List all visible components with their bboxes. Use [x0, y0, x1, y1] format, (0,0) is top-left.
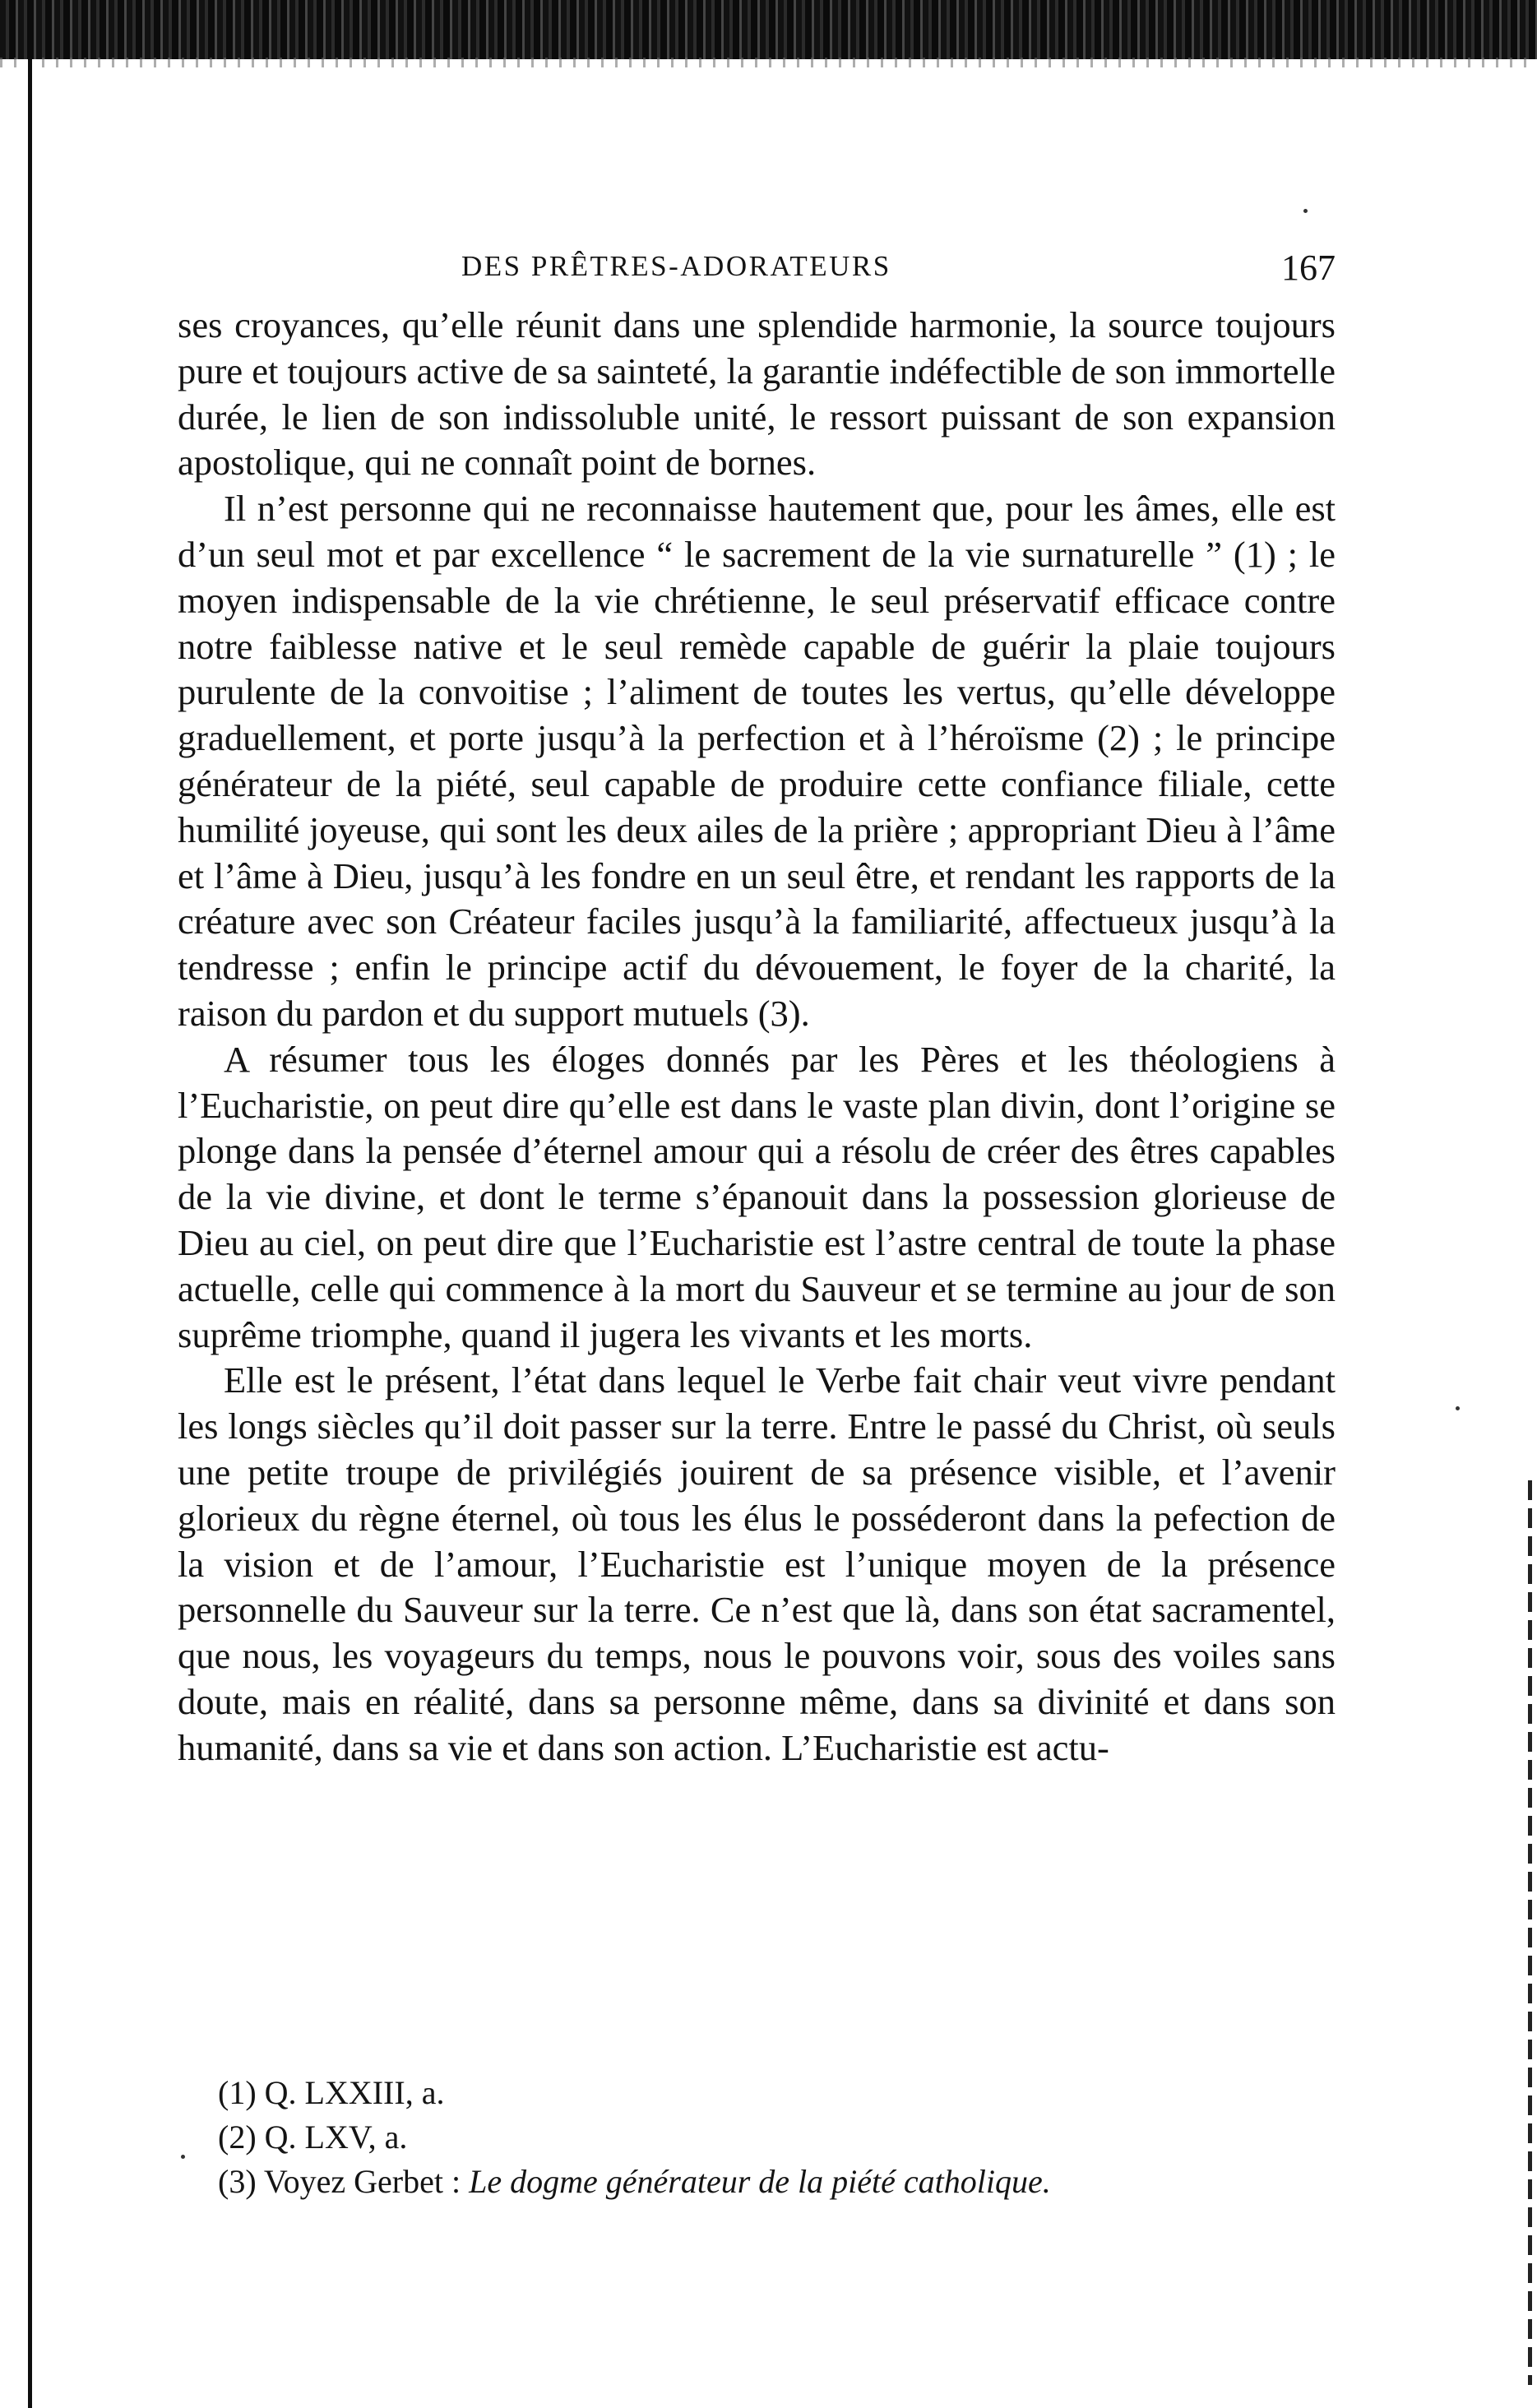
scan-speck — [1456, 1406, 1460, 1410]
footnote-text: (1) Q. LXXIII, a. — [218, 2074, 445, 2111]
footnote-text: (2) Q. LXV, a. — [218, 2119, 408, 2156]
scan-speck — [181, 2155, 185, 2159]
scan-left-edge — [28, 58, 32, 2408]
footnote-book-title: Le dogme générateur de la piété catholique. — [469, 2163, 1051, 2200]
footnote — [218, 2160, 1353, 2204]
page-header — [178, 247, 1336, 296]
paragraph: ses croyances, qu’elle réunit dans une splendide harmonie, la source toujours pure et toujours active de sa sainteté, la garantie indéfectible de son immortelle durée, le lien de son indissoluble unité, le ressort puissant de son expansion apostolique, qui ne connaît point de bornes. — [178, 304, 1336, 484]
footnote — [218, 2115, 1353, 2160]
page-number: 167 — [1281, 248, 1336, 288]
footnote-text: (3) Voyez Gerbet : — [218, 2163, 470, 2200]
paragraph: A résumer tous les éloges donnés par les Pères et les théologiens à l’Eucharistie, on peut dire qu’elle est dans le vaste plan divin, dont l’origine se plonge dans la pensée d’éternel amour qui a résolu de créer des êtres capables de la vie divine, et dont le terme s’épanouit dans la possession glorieuse de Dieu au ciel, on peut dire que l’Eucharistie est l’astre central de toute la phase actuelle, celle qui commence à la mort du Sauveur et se termine au jour de son suprême triomphe, quand il jugera les vivants et les morts. — [178, 1038, 1336, 1355]
footnotes — [218, 2071, 1353, 2204]
scan-right-edge — [1528, 1480, 1532, 2385]
body-text — [178, 303, 1336, 1771]
scan-top-edge — [0, 0, 1537, 59]
scan-speck — [1303, 209, 1308, 213]
footnote — [218, 2071, 1353, 2115]
running-title: DES PRÊTRES-ADORATEURS — [461, 250, 891, 282]
paragraph: Elle est le présent, l’état dans lequel le Verbe fait chair veut vivre pendant les longs siècles qu’il doit passer sur la terre. Entre le passé du Christ, où seuls une petite troupe de privilégiés jouirent de sa présence visible, et l’avenir glorieux du règne éternel, où tous les élus le posséderont dans la pefection de la vision et de l’amour, l’Eucharistie est l’unique moyen de la présence personnelle du Sauveur sur la terre. Ce n’est que là, dans son état sacramentel, que nous, les voyageurs du temps, nous le pouvons voir, sous des voiles sans doute, mais en réalité, dans sa personne même, dans sa divinité et dans son humanité, dans sa vie et dans son action. L’Eucharistie est actu- — [178, 1359, 1336, 1768]
paragraph: Il n’est personne qui ne reconnaisse hautement que, pour les âmes, elle est d’un seul mot et par excellence “ le sacrement de la vie surnaturelle ” (1) ; le moyen indispensable de la vie chrétienne, le seul préservatif efficace contre notre faiblesse native et le seul remède capable de guérir la plaie toujours purulente de la convoitise ; l’aliment de toutes les vertus, qu’elle développe graduellement, et porte jusqu’à la perfection et à l’héroïsme (2) ; le principe générateur de la piété, seul capable de produire cette confiance filiale, cette humilité joyeuse, qui sont les deux ailes de la prière ; appropriant Dieu à l’âme et l’âme à Dieu, jusqu’à les fondre en un seul être, et rendant les rapports de la créature avec son Créateur faciles jusqu’à la familiarité, affectueux jusqu’à la tendresse ; enfin le principe actif du dévouement, le foyer de la charité, la raison du pardon et du support mutuels (3). — [178, 488, 1336, 1034]
